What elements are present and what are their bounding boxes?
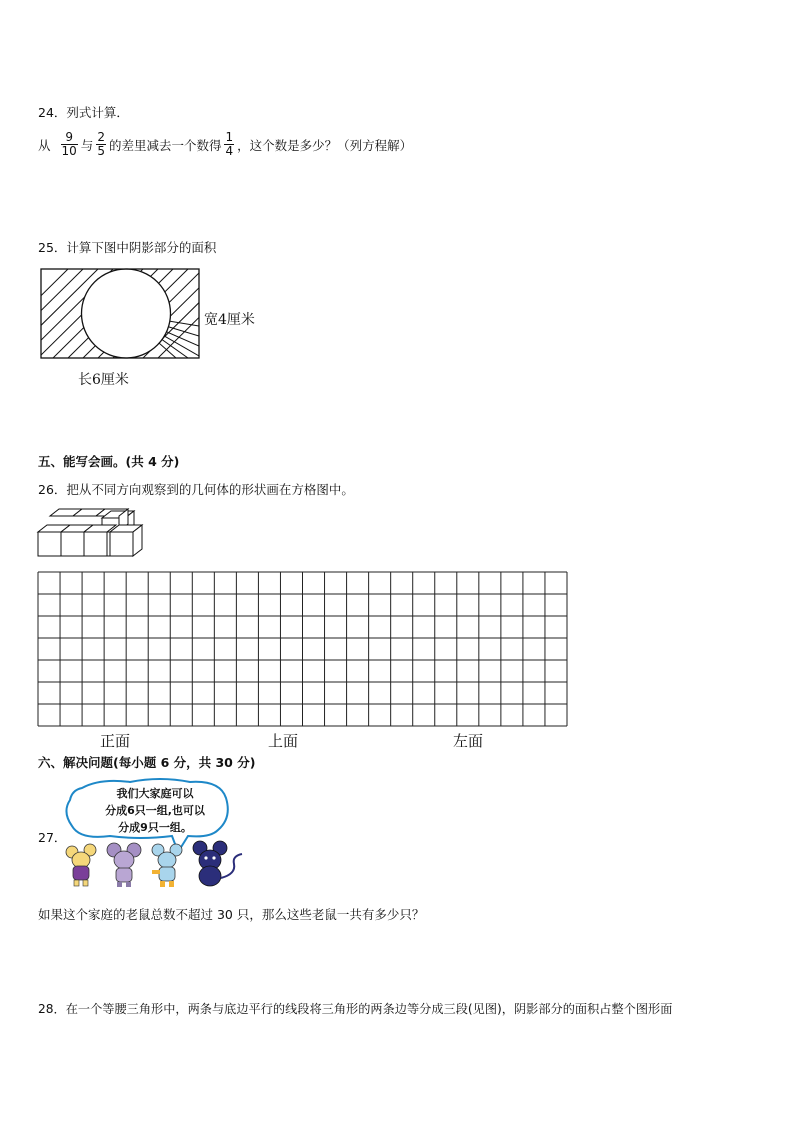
q26-number: 26． — [38, 482, 67, 497]
bubble-line-2: 分成6只一组,也可以 — [105, 804, 205, 817]
q28-body: 在一个等腰三角形中，两条与底边平行的线段将三角形的两条边等分成三段(见图)，阴影部分的面积占整个图形面 — [65, 1002, 673, 1016]
white-circle — [82, 269, 171, 358]
q28-text — [38, 1000, 672, 1017]
q24-fraction-1-denominator: 10 — [61, 144, 77, 158]
mouse-purple-icon — [107, 843, 141, 887]
speech-bubble-text — [80, 785, 230, 836]
q24-fraction-3-numerator: 1 — [225, 130, 234, 144]
q24-number: 24． — [38, 105, 67, 120]
label-top-view: 上面 — [268, 732, 299, 750]
q24-title: 列式计算． — [66, 105, 129, 120]
q24-expression — [38, 131, 412, 158]
q24-fraction-2-numerator: 2 — [97, 130, 105, 144]
label-left-view: 左面 — [453, 732, 484, 750]
q24-fraction-3 — [224, 131, 234, 158]
bubble-line-3: 分成9只一组。 — [118, 821, 192, 834]
q25-number: 25． — [38, 240, 67, 255]
q24-fraction-3-denominator: 4 — [225, 144, 234, 158]
q26-title: 把从不同方向观察到的几何体的形状画在方格图中。 — [66, 482, 354, 497]
shaded-rectangle-figure — [38, 266, 202, 362]
cube-solid-figure — [36, 506, 160, 560]
q24-mid-1: 与 — [80, 137, 94, 153]
length-label: 长6厘米 — [78, 372, 129, 388]
q28-number: 28． — [38, 1002, 66, 1016]
q24-suffix: ，这个数是多少？（列方程解） — [237, 137, 413, 153]
q24-prefix: 从 — [38, 137, 51, 153]
label-front-view: 正面 — [100, 732, 131, 750]
q24-fraction-1 — [61, 131, 78, 158]
q27-question: 如果这个家庭的老鼠总数不超过 30 只，那么这些老鼠一共有多少只？ — [38, 907, 425, 922]
q25-title: 计算下图中阴影部分的面积 — [66, 240, 217, 255]
q27-number: 27． — [38, 830, 67, 845]
mouse-yellow-icon — [66, 844, 96, 886]
section-6-title: 六、解决问题(每小题 6 分，共 30 分) — [38, 755, 256, 770]
q25-heading — [38, 238, 216, 256]
q24-fraction-1-numerator: 9 — [65, 130, 73, 144]
q26-heading — [38, 480, 354, 498]
mouse-blue-icon — [152, 844, 182, 887]
section-5-title: 五、能写会画。(共 4 分) — [38, 454, 180, 469]
mouse-navy-icon — [193, 841, 242, 886]
q24-heading — [38, 103, 129, 121]
q24-fraction-2 — [96, 131, 106, 158]
width-label: 宽4厘米 — [204, 312, 255, 328]
q24-fraction-2-denominator: 5 — [97, 144, 105, 158]
q24-mid-2: 的差里减去一个数得 — [108, 137, 222, 153]
bubble-line-1: 我们大家庭可以 — [116, 787, 194, 800]
answer-grid — [36, 570, 570, 728]
